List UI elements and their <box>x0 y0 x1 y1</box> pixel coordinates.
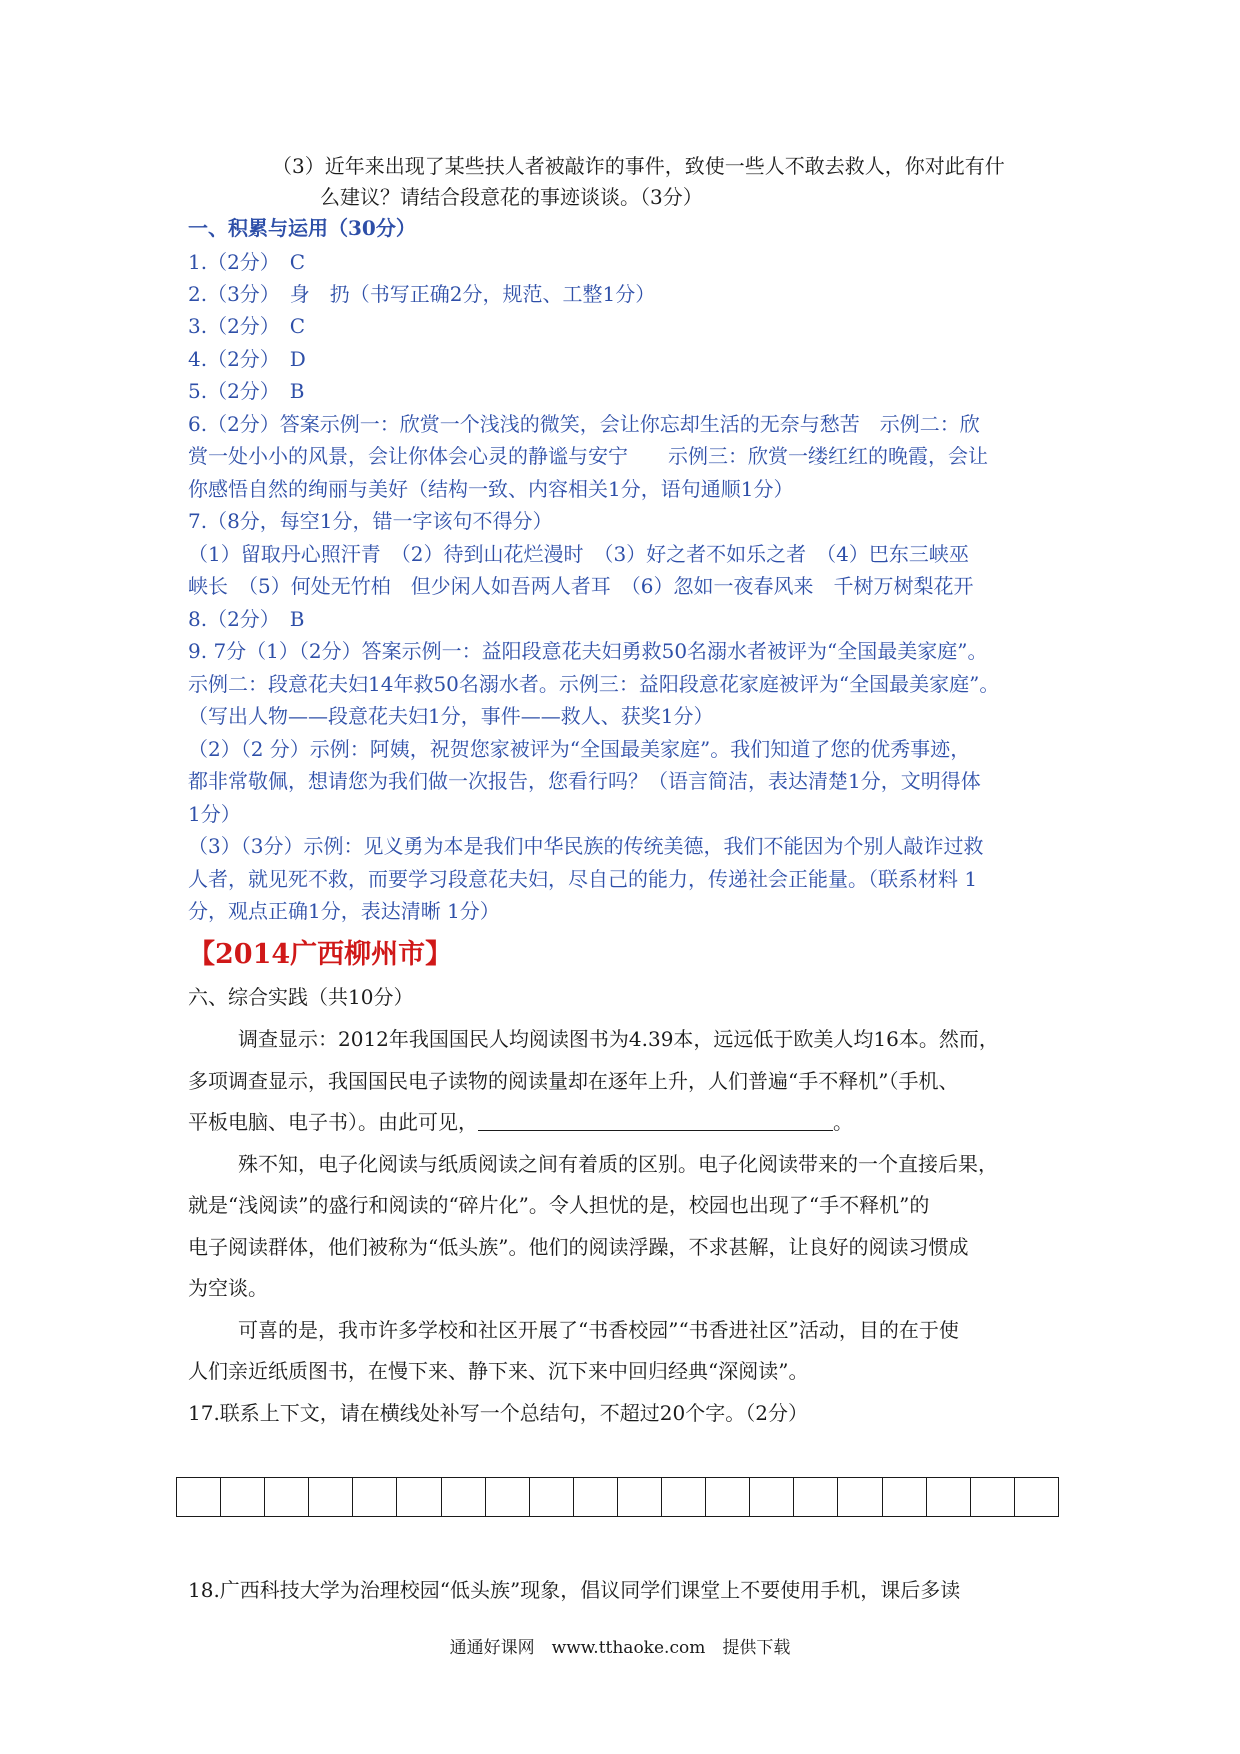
answer-grid[interactable] <box>176 1477 1059 1517</box>
passage-text: 平板电脑、电子书）。由此可见， <box>188 1110 478 1134</box>
section-6-title: 六、综合实践（共10分） <box>188 985 414 1009</box>
answer-line: 分，观点正确1分，表达清晰 1分） <box>188 899 500 923</box>
question-18: 18.广西科技大学为治理校园“低头族”现象，倡议同学们课堂上不要使用手机，课后多读 <box>188 1578 961 1602</box>
question-17: 17.联系上下文，请在横线处补写一个总结句，不超过20个字。（2分） <box>188 1401 808 1425</box>
answer-grid-cell[interactable] <box>486 1478 530 1516</box>
answer-line: 人者，就见死不救，而要学习段意花夫妇，尽自己的能力，传递社会正能量。（联系材料 1 <box>188 867 978 891</box>
passage-line: 人们亲近纸质图书，在慢下来、静下来、沉下来中回归经典“深阅读”。 <box>188 1359 809 1383</box>
answer-line: 你感悟自然的绚丽与美好（结构一致、内容相关1分，语句通顺1分） <box>188 477 794 501</box>
answer-line: 赏一处小小的风景，会让你体会心灵的静谧与安宁 示例三：欣赏一缕红红的晚霞，会让 <box>188 444 988 468</box>
passage-line: 为空谈。 <box>188 1276 268 1300</box>
answer-line: 8.（2分） B <box>188 607 305 631</box>
answer-grid-cell[interactable] <box>618 1478 662 1516</box>
answer-line: （写出人物——段意花夫妇1分，事件——救人、获奖1分） <box>188 704 714 728</box>
answer-line: 6.（2分）答案示例一：欣赏一个浅浅的微笑，会让你忘却生活的无奈与愁苦 示例二：欣 <box>188 412 980 436</box>
answer-line: 峡长 （5）何处无竹柏 但少闲人如吾两人者耳 （6）忽如一夜春风来 千树万树梨花开 <box>188 574 974 598</box>
answer-line: 都非常敬佩，想请您为我们做一次报告，您看行吗？（语言简洁，表达清楚1分，文明得体 <box>188 769 981 793</box>
passage-line: 电子阅读群体，他们被称为“低头族”。他们的阅读浮躁，不求甚解，让良好的阅读习惯成 <box>188 1235 969 1259</box>
answer-line: 9. 7分（1）（2分）答案示例一：益阳段意花夫妇勇救50名溺水者被评为“全国最美家庭”。 <box>188 639 988 663</box>
passage-line-with-blank <box>188 1109 853 1135</box>
passage-line: 调查显示：2012年我国国民人均阅读图书为4.39本，远远低于欧美人均16本。然而， <box>238 1027 999 1051</box>
answer-line: 示例二：段意花夫妇14年救50名溺水者。示例三：益阳段意花家庭被评为“全国最美家庭”。 <box>188 672 1000 696</box>
fill-in-blank[interactable] <box>478 1110 833 1131</box>
passage-text: 。 <box>833 1110 853 1134</box>
answer-grid-cell[interactable] <box>1015 1478 1058 1516</box>
answer-line: 4.（2分） D <box>188 347 306 371</box>
answer-line: （2）（2 分）示例：阿姨，祝贺您家被评为“全国最美家庭”。我们知道了您的优秀事迹， <box>188 737 971 761</box>
answer-line: 5.（2分） B <box>188 379 305 403</box>
answer-grid-cell[interactable] <box>706 1478 750 1516</box>
answer-grid-cell[interactable] <box>662 1478 706 1516</box>
answer-grid-cell[interactable] <box>927 1478 971 1516</box>
passage-line: 殊不知，电子化阅读与纸质阅读之间有着质的区别。电子化阅读带来的一个直接后果， <box>238 1152 998 1176</box>
passage-line: 多项调查显示，我国国民电子读物的阅读量却在逐年上升，人们普遍“手不释机”（手机、 <box>188 1069 959 1093</box>
answer-grid-cell[interactable] <box>750 1478 794 1516</box>
answer-grid-cell[interactable] <box>574 1478 618 1516</box>
answer-line: 1.（2分） C <box>188 250 306 274</box>
answer-line: 1分） <box>188 802 241 826</box>
answer-grid-cell[interactable] <box>530 1478 574 1516</box>
answer-line: 3.（2分） C <box>188 314 306 338</box>
answer-grid-cell[interactable] <box>221 1478 265 1516</box>
answer-line: （3）（3分）示例：见义勇为本是我们中华民族的传统美德，我们不能因为个别人敲诈过救 <box>188 834 984 858</box>
answer-grid-cell[interactable] <box>309 1478 353 1516</box>
passage-line: 可喜的是，我市许多学校和社区开展了“书香校园”“书香进社区”活动，目的在于使 <box>238 1318 959 1342</box>
region-heading: 【2014广西柳州市】 <box>188 939 453 970</box>
answer-grid-cell[interactable] <box>353 1478 397 1516</box>
answer-grid-cell[interactable] <box>177 1478 221 1516</box>
question-3-line-2: 么建议？请结合段意花的事迹谈谈。（3分） <box>320 185 703 209</box>
answer-grid-cell[interactable] <box>838 1478 882 1516</box>
page-footer: 通通好课网 www.tthaoke.com 提供下载 <box>449 1638 791 1658</box>
answer-line: 2.（3分） 身 扔（书写正确2分，规范、工整1分） <box>188 282 656 306</box>
answer-grid-cell[interactable] <box>883 1478 927 1516</box>
answer-grid-cell[interactable] <box>971 1478 1015 1516</box>
answer-section-title: 一、积累与运用（30分） <box>188 216 416 240</box>
answer-grid-cell[interactable] <box>442 1478 486 1516</box>
answer-grid-cell[interactable] <box>794 1478 838 1516</box>
answer-line: （1）留取丹心照汗青 （2）待到山花烂漫时 （3）好之者不如乐之者 （4）巴东三峡巫 <box>188 542 969 566</box>
passage-line: 就是“浅阅读”的盛行和阅读的“碎片化”。令人担忧的是，校园也出现了“手不释机”的 <box>188 1193 930 1217</box>
answer-line: 7.（8分，每空1分，错一字该句不得分） <box>188 509 553 533</box>
answer-grid-cell[interactable] <box>397 1478 441 1516</box>
question-3-line-1: （3）近年来出现了某些扶人者被敲诈的事件，致使一些人不敢去救人，你对此有什 <box>272 154 1005 178</box>
answer-grid-cell[interactable] <box>265 1478 309 1516</box>
